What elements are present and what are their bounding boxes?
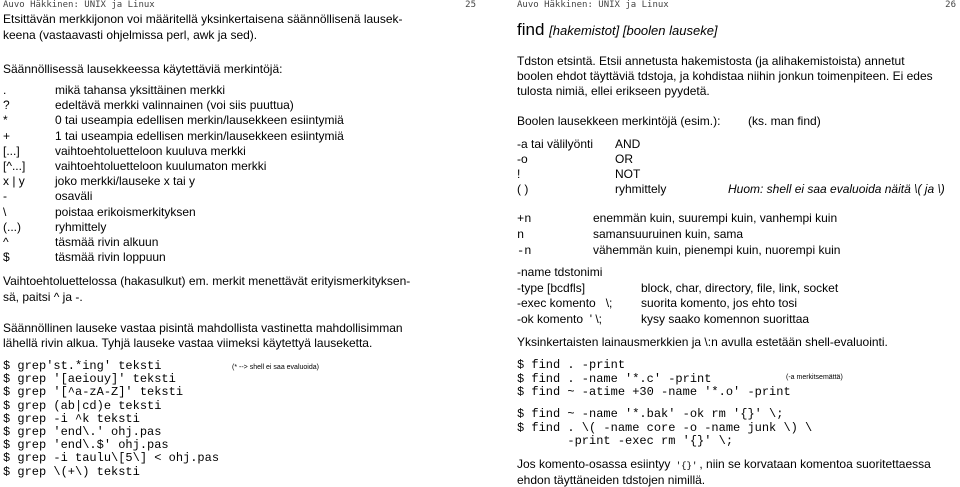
- numeric-op-description: vähemmän kuin, pienempi kuin, nuorempi kuin: [593, 243, 841, 257]
- metachar-description: mikä tahansa yksittäinen merkki: [55, 83, 226, 97]
- find-desc-line-3: tulosta nimiä, ellei erikseen pyydetä.: [517, 84, 710, 98]
- bool-op-row: [517, 137, 640, 151]
- metachar-row: [3, 235, 158, 249]
- page-header-title: Auvo Häkkinen: UNIX ja Linux: [517, 0, 669, 10]
- metachar-symbol: $: [3, 250, 10, 265]
- metachar-symbol: ^: [3, 235, 9, 249]
- metachar-row: [3, 159, 266, 173]
- metachar-symbol: -: [3, 189, 7, 204]
- bool-heading: Boolen lausekkeen merkintöjä (esim.):: [517, 114, 721, 128]
- bool-op-name: ryhmittely: [615, 182, 667, 196]
- find-example-line: $ find ~ -name '*.bak' -ok rm '{}' \;: [517, 407, 784, 421]
- metachar-description: vaihtoehtoluetteloon kuuluva merkki: [55, 143, 246, 158]
- find-example-line: $ find . -name '*.c' -print: [517, 371, 712, 386]
- metachar-symbol: \: [3, 204, 7, 219]
- numeric-op-symbol: +n: [517, 212, 532, 226]
- exec-note: Yksinkertaisten lainausmerkkien ja \:n avulla estetään shell-evaluointi.: [517, 335, 888, 349]
- predicate-description: block, char, directory, file, link, socket: [641, 280, 839, 295]
- intro-line-2: keena (vastaavasti ohjelmissa perl, awk ja sed).: [3, 28, 258, 42]
- predicate-description: suorita komento, jos ehto tosi: [641, 296, 798, 310]
- grep-example-line: $ grep -i ^k teksti: [3, 411, 140, 426]
- grep-example-line: $ grep '[^a-zA-Z]' teksti: [3, 385, 184, 400]
- final-note-text-a: Jos komento-osassa esiintyy: [517, 457, 671, 471]
- find-example-line: $ find . \( -name core -o -name junk \) \: [517, 420, 813, 435]
- metachar-symbol: [...]: [3, 143, 20, 158]
- bool-op-symbol: ( ): [517, 182, 529, 196]
- metachar-row: [3, 83, 225, 97]
- metachar-description: 1 tai useampia edellisen merkin/lausekkeen esiintymiä: [55, 128, 344, 143]
- find-title: [517, 20, 718, 40]
- metachar-symbol: [^...]: [3, 159, 26, 173]
- longest-note-line-2: lähellä rivin alkua. Tyhjä lauseke vastaa viimeksi käytettyä lauseketta.: [3, 336, 373, 350]
- metachar-description: 0 tai useampia edellisen merkin/lausekkeen esiintymiä: [55, 113, 344, 128]
- metachar-symbol: .: [3, 83, 7, 97]
- metachar-row: [3, 174, 195, 188]
- page-number: 26: [945, 0, 956, 10]
- bool-op-row: [517, 167, 640, 181]
- bool-ref: (ks. man find): [748, 114, 821, 128]
- grep-example-line: $ grep '[aeiouy]' teksti: [3, 372, 176, 387]
- metachar-description: vaihtoehtoluetteloon kuulumaton merkki: [55, 159, 267, 173]
- find-example-line: $ find ~ -atime +30 -name '*.o' -print: [517, 385, 791, 399]
- predicate-name: -exec komento \;: [517, 296, 613, 310]
- grep-example-line: $ grep \(+\) teksti: [3, 464, 140, 479]
- grep-example-line: $ grep (ab|cd)e teksti: [3, 398, 162, 413]
- bracket-note-line-2: sä, paitsi ^ ja -.: [3, 290, 83, 304]
- metachar-symbol: (...): [3, 219, 21, 234]
- page-header-title: Auvo Häkkinen: UNIX ja Linux: [3, 0, 155, 10]
- numeric-op-row: [517, 211, 837, 226]
- numeric-op-symbol: -n: [517, 244, 532, 258]
- numeric-op-description: samansuuruinen kuin, sama: [593, 227, 744, 241]
- bracket-note-line-1: Vaihtoehtoluettelossa (hakasulkut) em. merkit menettävät erityismerkityksen-: [3, 274, 411, 288]
- metachar-symbol: *: [3, 113, 8, 128]
- predicate-name: -name tdstonimi: [517, 265, 603, 279]
- metachar-row: [3, 250, 166, 264]
- metachar-description: täsmää rivin loppuun: [55, 250, 166, 265]
- final-note-text-b: , niin se korvataan komentoa suoritettaessa: [699, 457, 931, 471]
- find-desc-line-1: Tdston etsintä. Etsii annetusta hakemistosta (ja alihakemistoista) annetut: [517, 54, 905, 68]
- metachar-row: [3, 129, 344, 143]
- grep-example-line: $ grep -i taulu\[5\] < ohj.pas: [3, 451, 220, 466]
- metachar-symbol: ?: [3, 98, 10, 113]
- example-note: (* --> shell ei saa evaluoida): [232, 364, 319, 371]
- find-example-line: $ find . -print: [517, 358, 626, 372]
- metachar-symbol: x | y: [3, 174, 25, 189]
- metachar-description: ryhmittely: [55, 219, 107, 234]
- numeric-op-row: [517, 243, 840, 258]
- metachar-description: poistaa erikoismerkityksen: [55, 204, 196, 219]
- final-note-code: '{}': [675, 461, 698, 471]
- predicate-row: [517, 265, 641, 279]
- metachar-description: osaväli: [55, 189, 93, 204]
- predicate-name: -ok komento ' \;: [517, 311, 602, 326]
- shell-note: Huom: shell ei saa evaluoida näitä \( ja \): [728, 182, 945, 196]
- metachar-description: joko merkki/lauseke x tai y: [55, 174, 196, 189]
- page-number: 25: [465, 0, 476, 10]
- metachar-row: [3, 98, 294, 112]
- predicate-name: -type [bcdfls]: [517, 280, 586, 295]
- metachar-symbol: +: [3, 128, 11, 143]
- metachar-row: [3, 144, 246, 158]
- bool-op-symbol: -o: [517, 152, 528, 166]
- bool-op-symbol: -a tai välilyönti: [517, 137, 594, 151]
- bool-op-symbol: !: [517, 167, 521, 181]
- numeric-op-symbol: n: [517, 228, 525, 242]
- metachar-row: [3, 220, 106, 234]
- grep-example-line: $ grep 'end\.$' ohj.pas: [3, 438, 169, 453]
- bool-op-name: OR: [615, 152, 633, 166]
- metachar-row: [3, 205, 196, 219]
- bool-op-name: NOT: [615, 167, 641, 181]
- metachar-description: täsmää rivin alkuun: [55, 235, 159, 249]
- final-note-line-2: ehdon täyttäneiden tdstojen nimillä.: [517, 473, 706, 487]
- page-26: [480, 0, 960, 487]
- numeric-op-row: [517, 227, 743, 242]
- metachar-row: [3, 113, 344, 127]
- intro-line-1: Etsittävän merkkijonon voi määritellä yksinkertaisena säännöllisenä lausek-: [3, 12, 403, 26]
- find-example-line: -print -exec rm '{}' \;: [517, 434, 734, 448]
- find-title-command: find: [517, 20, 545, 39]
- bool-op-name: AND: [615, 137, 641, 151]
- metachar-row: [3, 189, 92, 203]
- grep-example-line: $ grep 'end\.' ohj.pas: [3, 425, 162, 439]
- grep-example-line: $ grep'st.*ing' teksti: [3, 359, 162, 373]
- numeric-op-description: enemmän kuin, suurempi kuin, vanhempi kuin: [593, 211, 838, 225]
- wildcard-note: (-a merkitsemättä): [786, 374, 843, 381]
- predicate-row: [517, 281, 838, 295]
- metachars-heading: Säännöllisessä lausekkeessa käytettäviä merkintöjä:: [3, 62, 283, 76]
- predicate-row: [517, 296, 797, 310]
- predicate-row: [517, 312, 809, 326]
- final-note-line-1: [517, 457, 931, 473]
- find-desc-line-2: boolen ehdot täyttäviä tdstoja, ja kohdistaa niihin jonkun toimenpiteen. Ei edes: [517, 69, 933, 83]
- predicate-description: kysy saako komennon suorittaa: [641, 311, 810, 326]
- bool-op-row: [517, 152, 633, 166]
- longest-note-line-1: Säännöllinen lauseke vastaa pisintä mahdollista vastinetta mahdollisimman: [3, 321, 403, 335]
- find-title-args: [hakemistot] [boolen lauseke]: [549, 23, 718, 38]
- metachar-description: edeltävä merkki valinnainen (voi siis puuttua): [55, 98, 294, 113]
- bool-op-row: [517, 182, 666, 196]
